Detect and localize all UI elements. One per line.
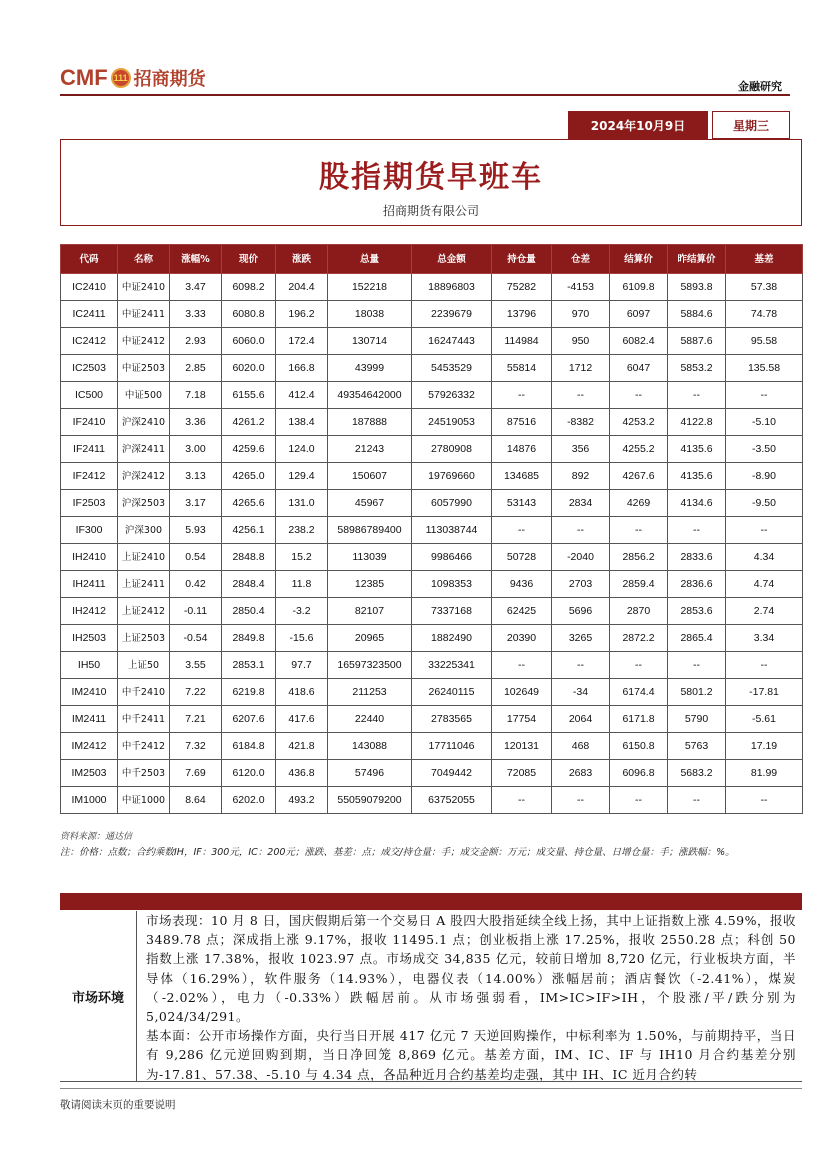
- table-cell: IC2412: [61, 328, 118, 355]
- table-cell: --: [492, 787, 552, 814]
- table-cell: 4267.6: [610, 463, 668, 490]
- table-cell: 102649: [492, 679, 552, 706]
- column-header: 基差: [726, 245, 803, 274]
- table-cell: 6109.8: [610, 274, 668, 301]
- table-cell: 95.58: [726, 328, 803, 355]
- market-performance-paragraph: 市场表现：10 月 8 日，国庆假期后第一个交易日 A 股四大股指延续全线上扬，其中上证指数上涨 4.59%，报收 3489.78 点；深成指上涨 9.17%，报收 11495.1 点；创业板指上涨 17.25%，报收 2550.28 点；科创 50 指数上涨 17.38%，报收 1023.97 点。市场成交 34,835 亿元，较前日增加 8,720 亿元，行业板块方面，半导体（16.29%），软件服务（14.93%），电器仪表（14.00%）涨幅居前；酒店餐饮（-2.41%），煤炭（-2.02%），电力（-0.33%）跌幅居前。从市场强弱看，IM>IC>IF>IH，个股涨/平/跌分别为 5,024/34/291。: [146, 913, 796, 1025]
- table-cell: 196.2: [276, 301, 328, 328]
- report-weekday: 星期三: [712, 111, 790, 139]
- table-cell: 417.6: [276, 706, 328, 733]
- table-cell: 3.36: [170, 409, 222, 436]
- table-cell: 18896803: [412, 274, 492, 301]
- footer-disclaimer: 敬请阅读末页的重要说明: [60, 1099, 176, 1111]
- table-cell: 468: [552, 733, 610, 760]
- table-row: [61, 760, 803, 787]
- table-note: 注：价格：点数；合约乘数IH，IF：300元，IC：200元；涨跌、基差：点；成交/持仓量：手；成交金额：万元；成交量、持仓量、日增仓量：手；涨跌幅：%。: [60, 847, 735, 858]
- table-cell: 950: [552, 328, 610, 355]
- table-cell: 4255.2: [610, 436, 668, 463]
- table-row: [61, 679, 803, 706]
- table-cell: 1098353: [412, 571, 492, 598]
- table-cell: --: [668, 787, 726, 814]
- table-cell: IM2410: [61, 679, 118, 706]
- table-cell: 138.4: [276, 409, 328, 436]
- table-cell: --: [492, 382, 552, 409]
- table-cell: 4.34: [726, 544, 803, 571]
- data-source: 资料来源：通达信: [60, 832, 133, 842]
- table-cell: 20390: [492, 625, 552, 652]
- table-cell: 81.99: [726, 760, 803, 787]
- table-cell: 134685: [492, 463, 552, 490]
- table-cell: 113038744: [412, 517, 492, 544]
- table-cell: 2865.4: [668, 625, 726, 652]
- table-cell: -3.50: [726, 436, 803, 463]
- table-cell: 5893.8: [668, 274, 726, 301]
- table-cell: -4153: [552, 274, 610, 301]
- table-cell: 17754: [492, 706, 552, 733]
- table-cell: 上证50: [118, 652, 170, 679]
- table-cell: 57926332: [412, 382, 492, 409]
- table-cell: 238.2: [276, 517, 328, 544]
- table-cell: 4135.6: [668, 463, 726, 490]
- table-cell: 6098.2: [222, 274, 276, 301]
- table-row: [61, 463, 803, 490]
- table-cell: 7.22: [170, 679, 222, 706]
- table-cell: 6082.4: [610, 328, 668, 355]
- table-row: [61, 787, 803, 814]
- table-cell: 上证2503: [118, 625, 170, 652]
- table-cell: 5696: [552, 598, 610, 625]
- fundamentals-paragraph: 基本面：公开市场操作方面，央行当日开展 417 亿元 7 天逆回购操作，中标利率为 1.50%，与前期持平，当日有 9,286 亿元逆回购到期，当日净回笼 8,869 亿元。基差方面，IM、IC、IF 与 IH10 月合约基差分别为-17.81、57.38、-5.10 与 4.34 点，各品种近月合约基差均走强，其中 IH、IC 近月合约转: [146, 1028, 796, 1081]
- column-header: 名称: [118, 245, 170, 274]
- table-cell: 493.2: [276, 787, 328, 814]
- market-environment-label: 市场环境: [60, 911, 137, 1081]
- title-box: [60, 139, 802, 226]
- table-cell: 21243: [328, 436, 412, 463]
- table-cell: 87516: [492, 409, 552, 436]
- table-cell: 3.13: [170, 463, 222, 490]
- table-cell: 63752055: [412, 787, 492, 814]
- table-cell: 9436: [492, 571, 552, 598]
- table-cell: 436.8: [276, 760, 328, 787]
- table-cell: 中千2411: [118, 706, 170, 733]
- table-cell: 1882490: [412, 625, 492, 652]
- table-cell: 172.4: [276, 328, 328, 355]
- table-cell: 6047: [610, 355, 668, 382]
- table-body: [61, 274, 803, 814]
- table-cell: 2853.1: [222, 652, 276, 679]
- table-cell: 上证2412: [118, 598, 170, 625]
- table-cell: 5790: [668, 706, 726, 733]
- table-cell: 18038: [328, 301, 412, 328]
- table-cell: 82107: [328, 598, 412, 625]
- footer-divider: [60, 1088, 802, 1089]
- table-cell: -5.10: [726, 409, 803, 436]
- table-cell: 中证1000: [118, 787, 170, 814]
- table-cell: 沪深2411: [118, 436, 170, 463]
- table-cell: 6150.8: [610, 733, 668, 760]
- table-cell: 中千2412: [118, 733, 170, 760]
- table-cell: 17.19: [726, 733, 803, 760]
- table-cell: 19769660: [412, 463, 492, 490]
- table-cell: 418.6: [276, 679, 328, 706]
- column-header: 总量: [328, 245, 412, 274]
- table-cell: -8.90: [726, 463, 803, 490]
- table-cell: -2040: [552, 544, 610, 571]
- table-cell: IC2410: [61, 274, 118, 301]
- table-cell: 中证2412: [118, 328, 170, 355]
- table-cell: 20965: [328, 625, 412, 652]
- table-cell: 135.58: [726, 355, 803, 382]
- table-cell: 55059079200: [328, 787, 412, 814]
- table-cell: --: [610, 787, 668, 814]
- logo-badge-icon: 111: [111, 68, 131, 88]
- table-row: [61, 274, 803, 301]
- table-cell: 356: [552, 436, 610, 463]
- table-cell: 3.00: [170, 436, 222, 463]
- table-cell: IM2503: [61, 760, 118, 787]
- table-cell: 6207.6: [222, 706, 276, 733]
- column-header: 现价: [222, 245, 276, 274]
- table-cell: 沪深300: [118, 517, 170, 544]
- table-cell: 2064: [552, 706, 610, 733]
- table-cell: 6057990: [412, 490, 492, 517]
- table-cell: 4265.0: [222, 463, 276, 490]
- table-cell: --: [610, 382, 668, 409]
- table-cell: IF2412: [61, 463, 118, 490]
- table-row: [61, 382, 803, 409]
- table-cell: --: [552, 382, 610, 409]
- table-cell: 12385: [328, 571, 412, 598]
- table-cell: 14876: [492, 436, 552, 463]
- column-header: 涨幅%: [170, 245, 222, 274]
- table-cell: 6120.0: [222, 760, 276, 787]
- table-cell: -5.61: [726, 706, 803, 733]
- table-cell: 3265: [552, 625, 610, 652]
- table-cell: 166.8: [276, 355, 328, 382]
- table-cell: 113039: [328, 544, 412, 571]
- table-cell: 5853.2: [668, 355, 726, 382]
- table-cell: 120131: [492, 733, 552, 760]
- table-cell: 7.69: [170, 760, 222, 787]
- table-row: [61, 490, 803, 517]
- table-cell: --: [726, 652, 803, 679]
- table-cell: 2.93: [170, 328, 222, 355]
- table-cell: IF300: [61, 517, 118, 544]
- table-cell: 0.42: [170, 571, 222, 598]
- table-cell: 58986789400: [328, 517, 412, 544]
- table-cell: 43999: [328, 355, 412, 382]
- table-cell: --: [668, 382, 726, 409]
- table-cell: 上证2411: [118, 571, 170, 598]
- market-environment-text: [146, 911, 796, 1081]
- table-cell: 75282: [492, 274, 552, 301]
- table-cell: 2849.8: [222, 625, 276, 652]
- header-divider: [60, 94, 790, 96]
- table-cell: 上证2410: [118, 544, 170, 571]
- table-cell: 114984: [492, 328, 552, 355]
- table-cell: 3.55: [170, 652, 222, 679]
- table-cell: IF2411: [61, 436, 118, 463]
- table-cell: 7.18: [170, 382, 222, 409]
- table-row: [61, 625, 803, 652]
- table-cell: IM2412: [61, 733, 118, 760]
- table-cell: 中千2410: [118, 679, 170, 706]
- table-cell: 2856.2: [610, 544, 668, 571]
- table-cell: 6174.4: [610, 679, 668, 706]
- table-cell: 6171.8: [610, 706, 668, 733]
- table-cell: 4259.6: [222, 436, 276, 463]
- table-cell: 15.2: [276, 544, 328, 571]
- table-cell: 3.47: [170, 274, 222, 301]
- table-cell: --: [610, 517, 668, 544]
- table-cell: 412.4: [276, 382, 328, 409]
- table-cell: --: [726, 787, 803, 814]
- table-row: [61, 733, 803, 760]
- table-cell: --: [492, 652, 552, 679]
- table-cell: 9986466: [412, 544, 492, 571]
- table-cell: 16597323500: [328, 652, 412, 679]
- table-cell: 55814: [492, 355, 552, 382]
- table-cell: 5887.6: [668, 328, 726, 355]
- table-cell: 2.85: [170, 355, 222, 382]
- table-cell: 4.74: [726, 571, 803, 598]
- logo-cmf-text: CMF: [60, 65, 108, 90]
- table-cell: 中千2503: [118, 760, 170, 787]
- table-cell: 17711046: [412, 733, 492, 760]
- table-cell: IF2410: [61, 409, 118, 436]
- table-row: [61, 544, 803, 571]
- table-cell: 11.8: [276, 571, 328, 598]
- table-cell: --: [668, 652, 726, 679]
- table-cell: 57496: [328, 760, 412, 787]
- table-cell: --: [552, 787, 610, 814]
- company-logo: [60, 66, 206, 90]
- table-cell: 16247443: [412, 328, 492, 355]
- column-header: 昨结算价: [668, 245, 726, 274]
- table-cell: 6097: [610, 301, 668, 328]
- report-date: 2024年10月9日: [568, 111, 708, 139]
- table-cell: 3.17: [170, 490, 222, 517]
- table-cell: 4256.1: [222, 517, 276, 544]
- table-cell: IM2411: [61, 706, 118, 733]
- table-cell: 33225341: [412, 652, 492, 679]
- table-cell: 7049442: [412, 760, 492, 787]
- table-cell: 6060.0: [222, 328, 276, 355]
- table-cell: 8.64: [170, 787, 222, 814]
- table-cell: 62425: [492, 598, 552, 625]
- table-row: [61, 436, 803, 463]
- table-cell: 6020.0: [222, 355, 276, 382]
- table-cell: 2848.8: [222, 544, 276, 571]
- table-cell: --: [552, 517, 610, 544]
- date-bar: [568, 111, 790, 139]
- table-cell: 150607: [328, 463, 412, 490]
- table-row: [61, 328, 803, 355]
- table-cell: 50728: [492, 544, 552, 571]
- table-cell: 2870: [610, 598, 668, 625]
- table-row: [61, 706, 803, 733]
- table-cell: 4265.6: [222, 490, 276, 517]
- table-cell: IH2503: [61, 625, 118, 652]
- table-cell: 124.0: [276, 436, 328, 463]
- table-cell: 4134.6: [668, 490, 726, 517]
- table-cell: --: [726, 382, 803, 409]
- page-title: 股指期货早班车: [319, 160, 543, 195]
- table-cell: --: [610, 652, 668, 679]
- table-cell: --: [492, 517, 552, 544]
- table-cell: 57.38: [726, 274, 803, 301]
- table-cell: 7337168: [412, 598, 492, 625]
- department-label: 金融研究: [738, 80, 782, 93]
- page-subtitle: 招商期货有限公司: [382, 204, 479, 218]
- table-row: [61, 355, 803, 382]
- table-cell: -8382: [552, 409, 610, 436]
- table-cell: --: [668, 517, 726, 544]
- table-cell: 3.34: [726, 625, 803, 652]
- table-cell: 7.21: [170, 706, 222, 733]
- column-header: 涨跌: [276, 245, 328, 274]
- table-cell: 892: [552, 463, 610, 490]
- table-row: [61, 517, 803, 544]
- table-cell: 2.74: [726, 598, 803, 625]
- table-cell: 4269: [610, 490, 668, 517]
- column-header: 持仓量: [492, 245, 552, 274]
- table-cell: 2848.4: [222, 571, 276, 598]
- table-cell: 3.33: [170, 301, 222, 328]
- table-cell: 0.54: [170, 544, 222, 571]
- table-cell: 24519053: [412, 409, 492, 436]
- table-row: [61, 598, 803, 625]
- table-cell: 4122.8: [668, 409, 726, 436]
- table-cell: 13796: [492, 301, 552, 328]
- table-cell: 22440: [328, 706, 412, 733]
- table-cell: IC2411: [61, 301, 118, 328]
- table-cell: --: [726, 517, 803, 544]
- column-header: 仓差: [552, 245, 610, 274]
- table-cell: 2859.4: [610, 571, 668, 598]
- table-cell: 6096.8: [610, 760, 668, 787]
- table-cell: 中证2410: [118, 274, 170, 301]
- table-cell: 6184.8: [222, 733, 276, 760]
- table-cell: 152218: [328, 274, 412, 301]
- table-cell: IH50: [61, 652, 118, 679]
- table-row: [61, 409, 803, 436]
- table-cell: -9.50: [726, 490, 803, 517]
- table-cell: 49354642000: [328, 382, 412, 409]
- table-cell: --: [552, 652, 610, 679]
- table-cell: 204.4: [276, 274, 328, 301]
- table-header-row: [61, 245, 803, 274]
- table-cell: 6155.6: [222, 382, 276, 409]
- table-cell: 4135.6: [668, 436, 726, 463]
- table-cell: 45967: [328, 490, 412, 517]
- table-cell: 26240115: [412, 679, 492, 706]
- table-cell: 5683.2: [668, 760, 726, 787]
- table-cell: 2872.2: [610, 625, 668, 652]
- column-header: 总金额: [412, 245, 492, 274]
- table-cell: 5763: [668, 733, 726, 760]
- table-cell: 130714: [328, 328, 412, 355]
- table-cell: 中证2503: [118, 355, 170, 382]
- section-divider-bar: [60, 893, 802, 910]
- table-cell: 沪深2410: [118, 409, 170, 436]
- table-cell: IC500: [61, 382, 118, 409]
- table-cell: -0.11: [170, 598, 222, 625]
- table-cell: 53143: [492, 490, 552, 517]
- futures-table: [60, 244, 803, 814]
- table-cell: 2834: [552, 490, 610, 517]
- table-cell: 7.32: [170, 733, 222, 760]
- table-cell: 5801.2: [668, 679, 726, 706]
- table-row: [61, 652, 803, 679]
- table-cell: 2833.6: [668, 544, 726, 571]
- table-cell: 中证2411: [118, 301, 170, 328]
- table-cell: -0.54: [170, 625, 222, 652]
- table-cell: 187888: [328, 409, 412, 436]
- table-cell: 2780908: [412, 436, 492, 463]
- table-cell: 72085: [492, 760, 552, 787]
- table-cell: 131.0: [276, 490, 328, 517]
- table-cell: 421.8: [276, 733, 328, 760]
- table-cell: 5.93: [170, 517, 222, 544]
- table-cell: 4261.2: [222, 409, 276, 436]
- table-cell: 2239679: [412, 301, 492, 328]
- table-cell: 1712: [552, 355, 610, 382]
- table-cell: 74.78: [726, 301, 803, 328]
- table-cell: IF2503: [61, 490, 118, 517]
- table-cell: IM1000: [61, 787, 118, 814]
- table-cell: 沪深2503: [118, 490, 170, 517]
- table-cell: 2836.6: [668, 571, 726, 598]
- table-cell: -3.2: [276, 598, 328, 625]
- table-cell: 2703: [552, 571, 610, 598]
- table-cell: 4253.2: [610, 409, 668, 436]
- table-cell: -17.81: [726, 679, 803, 706]
- column-header: 代码: [61, 245, 118, 274]
- column-header: 结算价: [610, 245, 668, 274]
- table-cell: 2853.6: [668, 598, 726, 625]
- table-cell: 5884.6: [668, 301, 726, 328]
- table-cell: 6080.8: [222, 301, 276, 328]
- table-cell: 129.4: [276, 463, 328, 490]
- table-cell: 970: [552, 301, 610, 328]
- table-cell: 6219.8: [222, 679, 276, 706]
- market-environment-section: [60, 911, 802, 1082]
- table-cell: 211253: [328, 679, 412, 706]
- table-cell: IC2503: [61, 355, 118, 382]
- table-row: [61, 571, 803, 598]
- table-cell: IH2412: [61, 598, 118, 625]
- logo-chinese-text: 招商期货: [133, 69, 206, 90]
- table-cell: IH2410: [61, 544, 118, 571]
- table-cell: 沪深2412: [118, 463, 170, 490]
- table-row: [61, 301, 803, 328]
- table-cell: 中证500: [118, 382, 170, 409]
- table-cell: 2850.4: [222, 598, 276, 625]
- table-cell: 6202.0: [222, 787, 276, 814]
- table-cell: -34: [552, 679, 610, 706]
- table-cell: 2783565: [412, 706, 492, 733]
- table-cell: 5453529: [412, 355, 492, 382]
- table-cell: IH2411: [61, 571, 118, 598]
- table-cell: 143088: [328, 733, 412, 760]
- table-cell: -15.6: [276, 625, 328, 652]
- table-cell: 97.7: [276, 652, 328, 679]
- table-cell: 2683: [552, 760, 610, 787]
